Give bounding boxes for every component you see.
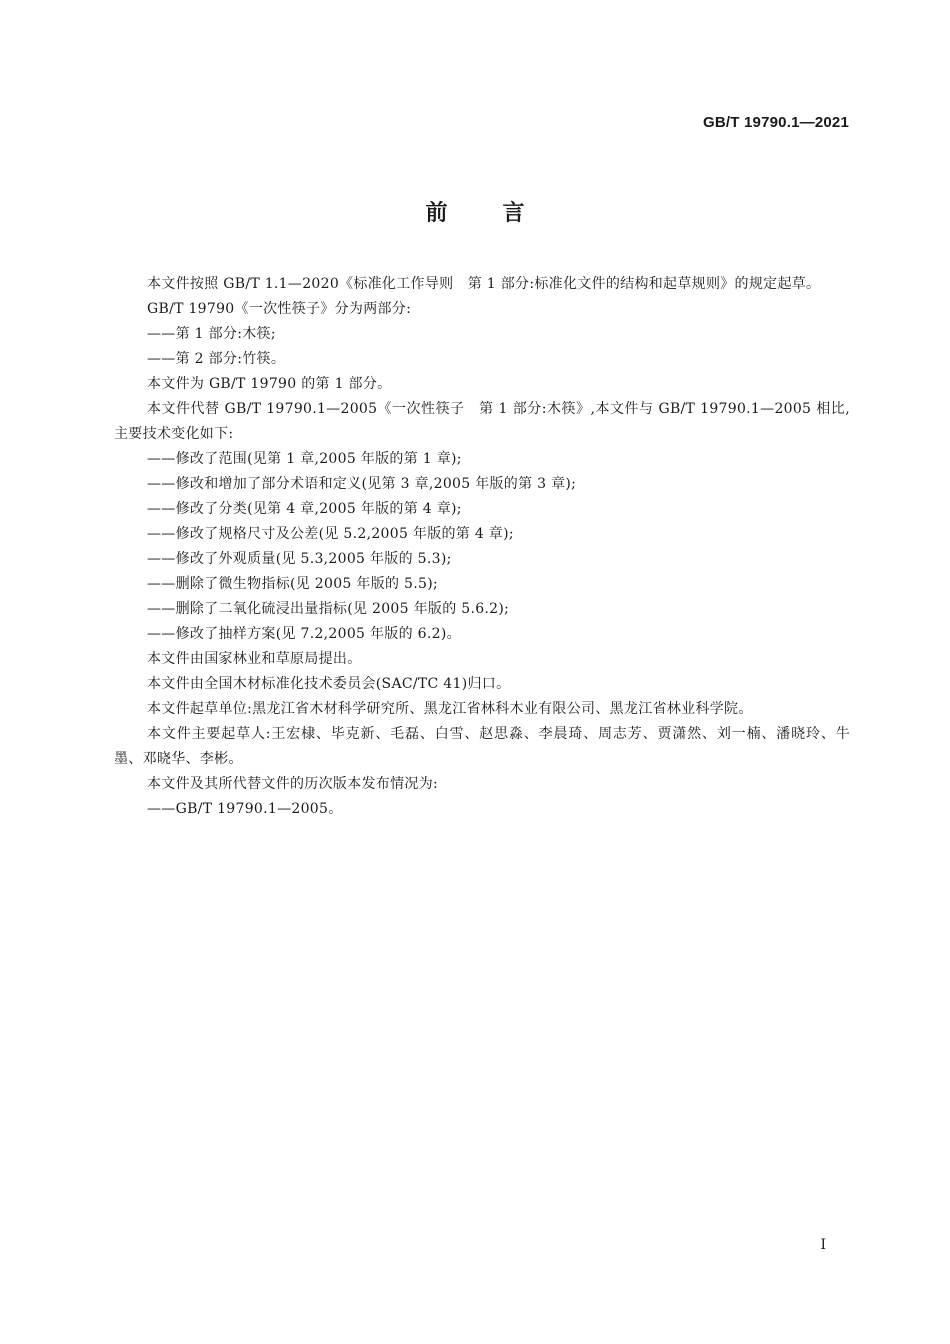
paragraph-drafting-rules: 本文件按照 GB/T 1.1—2020《标准化工作导则 第 1 部分:标准化文件的结构和起草规则》的规定起草。 — [147, 276, 821, 292]
foreword-body — [114, 272, 850, 822]
list-item-change: ——修改了抽样方案(见 7.2,2005 年版的 6.2)。 — [147, 626, 461, 642]
paragraph-proposed-by: 本文件由国家林业和草原局提出。 — [147, 651, 362, 667]
list-item-change: ——删除了微生物指标(见 2005 年版的 5.5); — [147, 576, 438, 592]
list-item-change: ——修改了范围(见第 1 章,2005 年版的第 1 章); — [147, 451, 462, 467]
paragraph-drafters: 本文件主要起草人:王宏棣、毕克新、毛磊、白雪、赵思淼、李晨琦、周志芳、贾潇然、刘一楠、潘晓玲、牛墨、邓晓华、李彬。 — [114, 726, 850, 767]
paragraph-this-part: 本文件为 GB/T 19790 的第 1 部分。 — [147, 376, 392, 392]
list-item-change: ——修改了规格尺寸及公差(见 5.2,2005 年版的第 4 章); — [147, 526, 514, 542]
list-item-part-1: ——第 1 部分:木筷; — [147, 326, 276, 342]
list-item-change: ——修改了分类(见第 4 章,2005 年版的第 4 章); — [147, 501, 462, 517]
list-item-part-2: ——第 2 部分:竹筷。 — [147, 351, 286, 367]
paragraph-history-intro: 本文件及其所代替文件的历次版本发布情况为: — [147, 776, 439, 792]
title-char-1: 前 — [425, 201, 448, 226]
page-title — [0, 196, 950, 227]
title-char-2: 言 — [502, 201, 525, 226]
standard-code: GB/T 19790.1—2021 — [703, 114, 849, 131]
list-item-history: ——GB/T 19790.1—2005。 — [147, 801, 343, 817]
paragraph-parts-intro: GB/T 19790《一次性筷子》分为两部分: — [147, 301, 412, 317]
paragraph-drafting-units: 本文件起草单位:黑龙江省木材科学研究所、黑龙江省林科木业有限公司、黑龙江省林业科学院。 — [147, 701, 753, 717]
list-item-change: ——删除了二氧化硫浸出量指标(见 2005 年版的 5.6.2); — [147, 601, 510, 617]
paragraph-centralized-by: 本文件由全国木材标准化技术委员会(SAC/TC 41)归口。 — [147, 676, 511, 692]
list-item-change: ——修改了外观质量(见 5.3,2005 年版的 5.3); — [147, 551, 452, 567]
paragraph-replaces: 本文件代替 GB/T 19790.1—2005《一次性筷子 第 1 部分:木筷》,本文件与 GB/T 19790.1—2005 相比,主要技术变化如下: — [114, 401, 850, 442]
list-item-change: ——修改和增加了部分术语和定义(见第 3 章,2005 年版的第 3 章); — [147, 476, 577, 492]
page-number: I — [820, 1237, 826, 1253]
